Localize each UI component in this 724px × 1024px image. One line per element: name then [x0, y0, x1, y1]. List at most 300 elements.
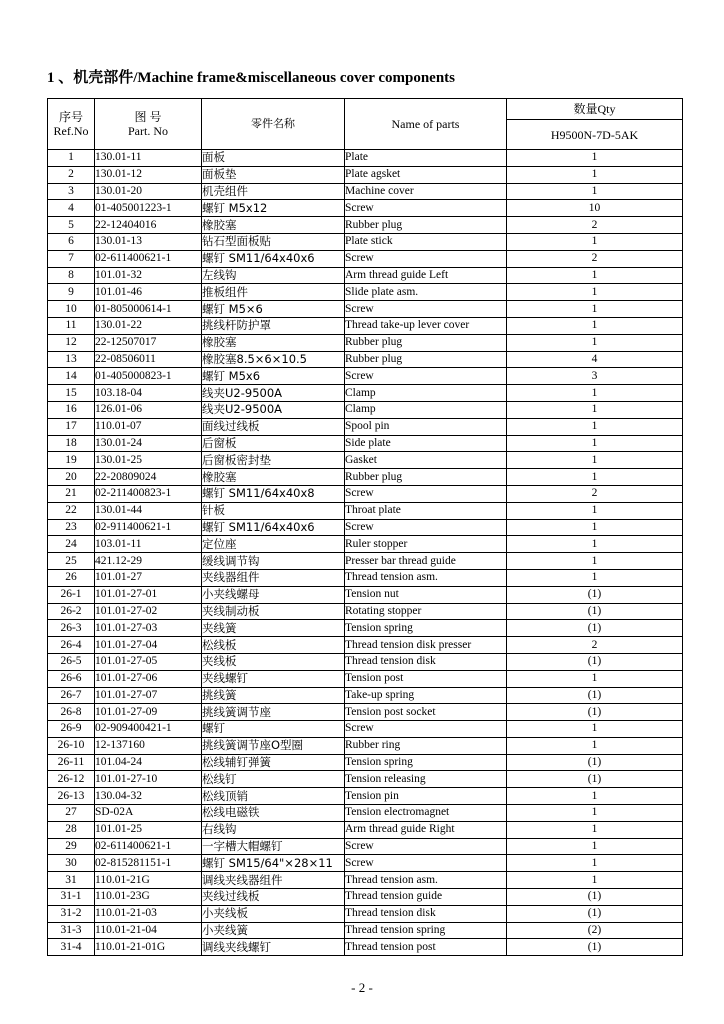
table-row — [48, 788, 683, 805]
table-row — [48, 150, 683, 167]
table-row — [48, 939, 683, 956]
cell-cn-name: 螺钉 SM11/64x40x6 — [202, 250, 345, 267]
parts-table-header — [48, 99, 683, 150]
cell-part-no: 01-405001223-1 — [95, 200, 202, 217]
cell-ref-no: 14 — [48, 368, 95, 385]
cell-qty: 2 — [507, 637, 683, 654]
cell-qty: 1 — [507, 284, 683, 301]
cell-part-no: 130.01-44 — [95, 502, 202, 519]
cell-name: Plate agsket — [345, 166, 507, 183]
cell-cn-name: 调线夹线螺钉 — [202, 939, 345, 956]
cell-name: Presser bar thread guide — [345, 553, 507, 570]
cell-qty: (1) — [507, 603, 683, 620]
cell-ref-no: 13 — [48, 351, 95, 368]
cell-cn-name: 小夹线簧 — [202, 922, 345, 939]
table-row — [48, 653, 683, 670]
cell-ref-no: 26 — [48, 569, 95, 586]
cell-ref-no: 21 — [48, 485, 95, 502]
section-title: 1 、机壳部件/Machine frame&miscellaneous cover components — [47, 70, 455, 86]
cell-cn-name: 挑线簧调节座O型圈 — [202, 737, 345, 754]
cell-cn-name: 夹线螺钉 — [202, 670, 345, 687]
cell-qty: 1 — [507, 569, 683, 586]
table-row — [48, 704, 683, 721]
cell-ref-no: 31-1 — [48, 889, 95, 906]
table-row — [48, 687, 683, 704]
cell-part-no: 101.01-27-06 — [95, 670, 202, 687]
cell-cn-name: 松线电磁铁 — [202, 805, 345, 822]
cell-part-no: 101.04-24 — [95, 754, 202, 771]
cell-qty: 1 — [507, 502, 683, 519]
cell-qty: 1 — [507, 469, 683, 486]
cell-ref-no: 23 — [48, 519, 95, 536]
cell-part-no: 101.01-27-04 — [95, 637, 202, 654]
cell-qty: 2 — [507, 250, 683, 267]
cell-qty: 1 — [507, 737, 683, 754]
header-ref-en: Ref.No — [53, 124, 89, 138]
cell-name: Screw — [345, 519, 507, 536]
cell-cn-name: 螺钉 M5x6 — [202, 368, 345, 385]
table-row — [48, 905, 683, 922]
cell-ref-no: 31 — [48, 872, 95, 889]
cell-cn-name: 松线顶销 — [202, 788, 345, 805]
cell-part-no: 101.01-27-07 — [95, 687, 202, 704]
cell-qty: 4 — [507, 351, 683, 368]
cell-qty: 1 — [507, 452, 683, 469]
cell-part-no: 110.01-21-01G — [95, 939, 202, 956]
cell-part-no: 421.12-29 — [95, 553, 202, 570]
cell-ref-no: 12 — [48, 334, 95, 351]
header-part-en: Part. No — [128, 124, 168, 138]
cell-cn-name: 后窗板密封垫 — [202, 452, 345, 469]
cell-name: Plate — [345, 150, 507, 167]
table-row — [48, 351, 683, 368]
table-row — [48, 418, 683, 435]
cell-name: Throat plate — [345, 502, 507, 519]
cell-qty: 1 — [507, 838, 683, 855]
cell-part-no: 110.01-23G — [95, 889, 202, 906]
cell-name: Side plate — [345, 435, 507, 452]
cell-cn-name: 螺钉 M5x12 — [202, 200, 345, 217]
cell-qty: 1 — [507, 334, 683, 351]
cell-ref-no: 1 — [48, 150, 95, 167]
cell-cn-name: 螺钉 SM15/64"×28×11 — [202, 855, 345, 872]
cell-qty: 1 — [507, 788, 683, 805]
cell-ref-no: 2 — [48, 166, 95, 183]
table-row — [48, 569, 683, 586]
cell-cn-name: 小夹线板 — [202, 905, 345, 922]
cell-cn-name: 面板 — [202, 150, 345, 167]
cell-qty: 1 — [507, 267, 683, 284]
cell-cn-name: 后窗板 — [202, 435, 345, 452]
header-ref-cn: 序号 — [58, 110, 83, 124]
cell-ref-no: 31-3 — [48, 922, 95, 939]
cell-part-no: 02-211400823-1 — [95, 485, 202, 502]
cell-part-no: 110.01-21G — [95, 872, 202, 889]
cell-qty: 1 — [507, 721, 683, 738]
cell-name: Thread tension disk — [345, 653, 507, 670]
cell-part-no: 22-20809024 — [95, 469, 202, 486]
cell-qty: (1) — [507, 586, 683, 603]
cell-cn-name: 右线钩 — [202, 821, 345, 838]
cell-cn-name: 夹线制动板 — [202, 603, 345, 620]
cell-cn-name: 左线钩 — [202, 267, 345, 284]
cell-qty: (1) — [507, 620, 683, 637]
table-row — [48, 536, 683, 553]
table-row — [48, 301, 683, 318]
cell-name: Tension pin — [345, 788, 507, 805]
table-row — [48, 586, 683, 603]
cell-name: Take-up spring — [345, 687, 507, 704]
cell-part-no: 130.01-22 — [95, 317, 202, 334]
table-row — [48, 284, 683, 301]
cell-ref-no: 26-11 — [48, 754, 95, 771]
table-row — [48, 317, 683, 334]
cell-part-no: 22-12404016 — [95, 217, 202, 234]
cell-qty: (2) — [507, 922, 683, 939]
table-row — [48, 183, 683, 200]
table-row — [48, 334, 683, 351]
cell-part-no: 130.01-12 — [95, 166, 202, 183]
header-ref-no — [48, 99, 95, 150]
cell-ref-no: 26-8 — [48, 704, 95, 721]
cell-cn-name: 橡胶塞 — [202, 469, 345, 486]
table-row — [48, 603, 683, 620]
cell-ref-no: 9 — [48, 284, 95, 301]
cell-qty: 1 — [507, 385, 683, 402]
table-row — [48, 805, 683, 822]
cell-part-no: 110.01-21-04 — [95, 922, 202, 939]
cell-cn-name: 针板 — [202, 502, 345, 519]
table-row — [48, 872, 683, 889]
cell-name: Spool pin — [345, 418, 507, 435]
cell-cn-name: 螺钉 SM11/64x40x6 — [202, 519, 345, 536]
cell-ref-no: 31-2 — [48, 905, 95, 922]
cell-name: Rotating stopper — [345, 603, 507, 620]
cell-ref-no: 26-3 — [48, 620, 95, 637]
cell-part-no: 110.01-07 — [95, 418, 202, 435]
cell-ref-no: 28 — [48, 821, 95, 838]
cell-cn-name: 调线夹线器组件 — [202, 872, 345, 889]
cell-ref-no: 26-2 — [48, 603, 95, 620]
cell-name: Plate stick — [345, 233, 507, 250]
cell-part-no: 130.01-11 — [95, 150, 202, 167]
cell-ref-no: 4 — [48, 200, 95, 217]
cell-ref-no: 22 — [48, 502, 95, 519]
cell-qty: 1 — [507, 150, 683, 167]
cell-cn-name: 一字槽大帽螺钉 — [202, 838, 345, 855]
cell-name: Rubber ring — [345, 737, 507, 754]
cell-cn-name: 挑线簧调节座 — [202, 704, 345, 721]
cell-ref-no: 26-9 — [48, 721, 95, 738]
cell-qty: 1 — [507, 536, 683, 553]
cell-ref-no: 26-13 — [48, 788, 95, 805]
cell-qty: (1) — [507, 939, 683, 956]
cell-ref-no: 26-10 — [48, 737, 95, 754]
table-row — [48, 754, 683, 771]
cell-part-no: 02-611400621-1 — [95, 838, 202, 855]
cell-qty: (1) — [507, 889, 683, 906]
cell-part-no: 02-911400621-1 — [95, 519, 202, 536]
cell-ref-no: 16 — [48, 401, 95, 418]
cell-qty: (1) — [507, 771, 683, 788]
cell-name: Screw — [345, 855, 507, 872]
cell-part-no: 101.01-25 — [95, 821, 202, 838]
header-part-cn: 图 号 — [134, 110, 162, 124]
cell-part-no: SD-02A — [95, 805, 202, 822]
cell-qty: 1 — [507, 301, 683, 318]
cell-qty: 3 — [507, 368, 683, 385]
table-row — [48, 502, 683, 519]
table-row — [48, 620, 683, 637]
cell-part-no: 101.01-27 — [95, 569, 202, 586]
cell-qty: 1 — [507, 183, 683, 200]
cell-qty: 1 — [507, 670, 683, 687]
table-row — [48, 519, 683, 536]
cell-qty: (1) — [507, 687, 683, 704]
cell-ref-no: 26-12 — [48, 771, 95, 788]
cell-ref-no: 19 — [48, 452, 95, 469]
cell-ref-no: 25 — [48, 553, 95, 570]
cell-name: Clamp — [345, 385, 507, 402]
table-row — [48, 435, 683, 452]
parts-table — [47, 98, 683, 956]
table-row — [48, 922, 683, 939]
cell-qty: 1 — [507, 166, 683, 183]
cell-name: Screw — [345, 301, 507, 318]
cell-qty: 1 — [507, 519, 683, 536]
cell-part-no: 02-611400621-1 — [95, 250, 202, 267]
table-row — [48, 217, 683, 234]
header-model: H9500N-7D-5AK — [507, 120, 683, 150]
cell-name: Arm thread guide Left — [345, 267, 507, 284]
cell-part-no: 130.01-24 — [95, 435, 202, 452]
cell-cn-name: 面线过线板 — [202, 418, 345, 435]
cell-qty: (1) — [507, 704, 683, 721]
table-row — [48, 452, 683, 469]
cell-name: Thread tension asm. — [345, 872, 507, 889]
cell-cn-name: 面板垫 — [202, 166, 345, 183]
table-row — [48, 401, 683, 418]
cell-name: Rubber plug — [345, 469, 507, 486]
cell-ref-no: 26-5 — [48, 653, 95, 670]
cell-qty: 2 — [507, 485, 683, 502]
header-part-no — [95, 99, 202, 150]
table-row — [48, 838, 683, 855]
cell-name: Screw — [345, 721, 507, 738]
cell-qty: 2 — [507, 217, 683, 234]
table-row — [48, 771, 683, 788]
cell-qty: (1) — [507, 905, 683, 922]
cell-ref-no: 15 — [48, 385, 95, 402]
cell-name: Tension nut — [345, 586, 507, 603]
cell-ref-no: 26-6 — [48, 670, 95, 687]
table-row — [48, 267, 683, 284]
cell-name: Ruler stopper — [345, 536, 507, 553]
table-row — [48, 737, 683, 754]
cell-part-no: 101.01-27-02 — [95, 603, 202, 620]
cell-qty: 1 — [507, 821, 683, 838]
cell-ref-no: 18 — [48, 435, 95, 452]
cell-cn-name: 橡胶塞8.5×6×10.5 — [202, 351, 345, 368]
cell-ref-no: 26-4 — [48, 637, 95, 654]
table-row — [48, 855, 683, 872]
cell-ref-no: 26-1 — [48, 586, 95, 603]
table-row — [48, 166, 683, 183]
cell-name: Arm thread guide Right — [345, 821, 507, 838]
header-qty: 数量Qty — [507, 99, 683, 120]
cell-cn-name: 夹线板 — [202, 653, 345, 670]
cell-part-no: 22-12507017 — [95, 334, 202, 351]
cell-name: Tension releasing — [345, 771, 507, 788]
cell-name: Tension spring — [345, 754, 507, 771]
cell-name: Screw — [345, 250, 507, 267]
cell-part-no: 12-137160 — [95, 737, 202, 754]
cell-ref-no: 5 — [48, 217, 95, 234]
cell-name: Thread tension guide — [345, 889, 507, 906]
cell-cn-name: 定位座 — [202, 536, 345, 553]
cell-name: Gasket — [345, 452, 507, 469]
cell-qty: (1) — [507, 653, 683, 670]
cell-qty: 1 — [507, 401, 683, 418]
cell-part-no: 110.01-21-03 — [95, 905, 202, 922]
cell-cn-name: 线夹U2-9500A — [202, 385, 345, 402]
cell-cn-name: 夹线过线板 — [202, 889, 345, 906]
cell-cn-name: 松线钉 — [202, 771, 345, 788]
cell-part-no: 101.01-27-01 — [95, 586, 202, 603]
cell-cn-name: 推板组件 — [202, 284, 345, 301]
table-row — [48, 368, 683, 385]
cell-name: Thread tension asm. — [345, 569, 507, 586]
table-row — [48, 889, 683, 906]
cell-part-no: 101.01-46 — [95, 284, 202, 301]
cell-name: Rubber plug — [345, 217, 507, 234]
table-row — [48, 200, 683, 217]
table-row — [48, 385, 683, 402]
table-row — [48, 637, 683, 654]
cell-part-no: 01-805000614-1 — [95, 301, 202, 318]
cell-qty: 1 — [507, 435, 683, 452]
cell-part-no: 101.01-27-05 — [95, 653, 202, 670]
cell-qty: 1 — [507, 317, 683, 334]
cell-part-no: 103.01-11 — [95, 536, 202, 553]
cell-part-no: 126.01-06 — [95, 401, 202, 418]
cell-name: Screw — [345, 200, 507, 217]
cell-name: Machine cover — [345, 183, 507, 200]
cell-name: Thread tension spring — [345, 922, 507, 939]
header-name-of-parts: Name of parts — [345, 99, 507, 150]
cell-part-no: 22-08506011 — [95, 351, 202, 368]
cell-qty: 1 — [507, 418, 683, 435]
cell-part-no: 101.01-27-03 — [95, 620, 202, 637]
cell-ref-no: 10 — [48, 301, 95, 318]
cell-qty: 1 — [507, 805, 683, 822]
header-cn-name: 零件名称 — [202, 99, 345, 150]
cell-ref-no: 3 — [48, 183, 95, 200]
cell-cn-name: 钻石型面板贴 — [202, 233, 345, 250]
cell-ref-no: 31-4 — [48, 939, 95, 956]
cell-name: Tension post — [345, 670, 507, 687]
cell-name: Screw — [345, 368, 507, 385]
table-row — [48, 485, 683, 502]
cell-cn-name: 螺钉 SM11/64x40x8 — [202, 485, 345, 502]
cell-name: Thread tension disk presser — [345, 637, 507, 654]
cell-name: Thread tension disk — [345, 905, 507, 922]
parts-table-body — [48, 150, 683, 956]
cell-name: Clamp — [345, 401, 507, 418]
cell-qty: (1) — [507, 754, 683, 771]
cell-name: Tension spring — [345, 620, 507, 637]
cell-ref-no: 8 — [48, 267, 95, 284]
cell-cn-name: 橡胶塞 — [202, 217, 345, 234]
table-row — [48, 553, 683, 570]
cell-ref-no: 11 — [48, 317, 95, 334]
cell-cn-name: 挑线簧 — [202, 687, 345, 704]
cell-cn-name: 小夹线螺母 — [202, 586, 345, 603]
cell-cn-name: 螺钉 M5×6 — [202, 301, 345, 318]
cell-part-no: 130.01-20 — [95, 183, 202, 200]
cell-cn-name: 缓线调节钩 — [202, 553, 345, 570]
cell-cn-name: 线夹U2-9500A — [202, 401, 345, 418]
cell-part-no: 02-909400421-1 — [95, 721, 202, 738]
cell-ref-no: 27 — [48, 805, 95, 822]
cell-name: Rubber plug — [345, 351, 507, 368]
cell-ref-no: 6 — [48, 233, 95, 250]
cell-qty: 10 — [507, 200, 683, 217]
cell-part-no: 130.01-25 — [95, 452, 202, 469]
table-row — [48, 670, 683, 687]
cell-ref-no: 24 — [48, 536, 95, 553]
cell-ref-no: 20 — [48, 469, 95, 486]
cell-ref-no: 7 — [48, 250, 95, 267]
cell-qty: 1 — [507, 553, 683, 570]
cell-name: Tension electromagnet — [345, 805, 507, 822]
cell-name: Thread tension post — [345, 939, 507, 956]
cell-cn-name: 螺钉 — [202, 721, 345, 738]
cell-name: Screw — [345, 838, 507, 855]
page-number: - 2 - — [351, 980, 373, 995]
cell-part-no: 02-815281151-1 — [95, 855, 202, 872]
cell-name: Slide plate asm. — [345, 284, 507, 301]
cell-cn-name: 夹线器组件 — [202, 569, 345, 586]
cell-part-no: 101.01-27-10 — [95, 771, 202, 788]
cell-part-no: 01-405000823-1 — [95, 368, 202, 385]
cell-part-no: 130.04-32 — [95, 788, 202, 805]
table-row — [48, 233, 683, 250]
cell-cn-name: 橡胶塞 — [202, 334, 345, 351]
cell-part-no: 101.01-32 — [95, 267, 202, 284]
cell-qty: 1 — [507, 872, 683, 889]
cell-name: Tension post socket — [345, 704, 507, 721]
cell-name: Thread take-up lever cover — [345, 317, 507, 334]
table-row — [48, 469, 683, 486]
cell-part-no: 103.18-04 — [95, 385, 202, 402]
cell-cn-name: 松线辅钉弹簧 — [202, 754, 345, 771]
cell-ref-no: 26-7 — [48, 687, 95, 704]
cell-ref-no: 29 — [48, 838, 95, 855]
cell-cn-name: 夹线簧 — [202, 620, 345, 637]
cell-ref-no: 17 — [48, 418, 95, 435]
cell-cn-name: 松线板 — [202, 637, 345, 654]
cell-ref-no: 30 — [48, 855, 95, 872]
table-row — [48, 721, 683, 738]
cell-part-no: 101.01-27-09 — [95, 704, 202, 721]
cell-qty: 1 — [507, 855, 683, 872]
cell-name: Screw — [345, 485, 507, 502]
cell-cn-name: 机壳组件 — [202, 183, 345, 200]
table-row — [48, 250, 683, 267]
cell-qty: 1 — [507, 233, 683, 250]
table-row — [48, 821, 683, 838]
